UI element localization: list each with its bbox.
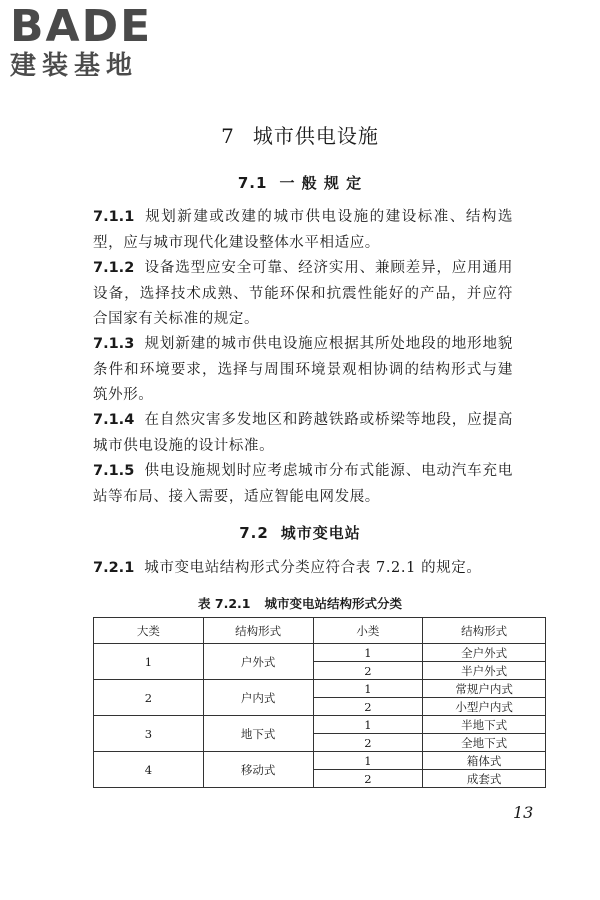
clause-7-1-1: [93, 205, 513, 256]
sub-structure-form-cell: 全户外式: [423, 644, 546, 662]
clause-number: 7.1.2: [93, 260, 135, 276]
clause-number: 7.1.5: [93, 463, 135, 479]
major-category-cell: 2: [94, 680, 204, 716]
major-category-cell: 4: [94, 752, 204, 788]
clause-text: 城市变电站结构形式分类应符合表 7.2.1 的规定。: [144, 560, 482, 576]
sub-structure-form-cell: 全地下式: [423, 734, 546, 752]
section-number: 7.2: [239, 524, 269, 542]
section-number: 7.1: [237, 174, 268, 192]
structure-form-cell: 户外式: [203, 644, 313, 680]
structure-form-cell: 地下式: [203, 716, 313, 752]
clause-text: 设备选型应安全可靠、经济实用、兼顾差异，应用通用设备，选择技术成熟、节能环保和抗震性能好的产品，并应符合国家有关标准的规定。: [93, 260, 513, 327]
header-sub-structure-form: 结构形式: [423, 618, 546, 644]
clause-number: 7.2.1: [93, 560, 135, 576]
table-title: 城市变电站结构形式分类: [264, 596, 402, 611]
logo-subtitle: 建装基地: [10, 51, 139, 81]
table-row: [94, 644, 546, 662]
clause-7-2-1: [93, 556, 513, 582]
table-row: [94, 716, 546, 734]
minor-category-cell: 1: [313, 644, 423, 662]
table-header-row: [94, 618, 546, 644]
clause-7-1-2: [93, 256, 513, 333]
sub-structure-form-cell: 小型户内式: [423, 698, 546, 716]
minor-category-cell: 1: [313, 752, 423, 770]
clause-text: 在自然灾害多发地区和跨越铁路或桥梁等地段，应提高城市供电设施的设计标准。: [93, 412, 513, 454]
structure-form-cell: 户内式: [203, 680, 313, 716]
substation-structure-table: [93, 617, 546, 788]
structure-form-cell: 移动式: [203, 752, 313, 788]
clause-7-1-3: [93, 332, 513, 409]
section-title-text: 城市变电站: [280, 524, 361, 542]
minor-category-cell: 1: [313, 680, 423, 698]
table-number: 表 7.2.1: [198, 596, 251, 611]
sub-structure-form-cell: 常规户内式: [423, 680, 546, 698]
header-major-category: 大类: [94, 618, 204, 644]
minor-category-cell: 2: [313, 662, 423, 680]
major-category-cell: 3: [94, 716, 204, 752]
minor-category-cell: 1: [313, 716, 423, 734]
section-title-7-1: [0, 172, 600, 193]
section-title-text: 一 般 规 定: [279, 174, 363, 192]
minor-category-cell: 2: [313, 734, 423, 752]
logo-wordmark: BADE: [10, 1, 153, 52]
chapter-title-text: 城市供电设施: [252, 124, 379, 148]
section-title-7-2: [0, 522, 600, 543]
table-row: [94, 680, 546, 698]
clause-number: 7.1.1: [93, 209, 135, 225]
chapter-number: 7: [221, 124, 235, 148]
minor-category-cell: 2: [313, 770, 423, 788]
sub-structure-form-cell: 半户外式: [423, 662, 546, 680]
header-structure-form: 结构形式: [203, 618, 313, 644]
header-minor-category: 小类: [313, 618, 423, 644]
table-row: [94, 752, 546, 770]
clause-number: 7.1.3: [93, 336, 135, 352]
brand-logo: [10, 1, 180, 82]
clause-text: 供电设施规划时应考虑城市分布式能源、电动汽车充电站等布局、接入需要，适应智能电网发展。: [93, 463, 513, 505]
page-number: 13: [513, 803, 534, 822]
clause-text: 规划新建或改建的城市供电设施的建设标准、结构选型，应与城市现代化建设整体水平相适应。: [93, 209, 513, 251]
sub-structure-form-cell: 半地下式: [423, 716, 546, 734]
clause-text: 规划新建的城市供电设施应根据其所处地段的地形地貌条件和环境要求，选择与周围环境景观相协调的结构形式与建筑外形。: [93, 336, 513, 403]
table-caption: [0, 594, 600, 612]
sub-structure-form-cell: 成套式: [423, 770, 546, 788]
clause-7-1-5: [93, 459, 513, 510]
chapter-title: [0, 120, 600, 149]
clause-7-1-4: [93, 408, 513, 459]
sub-structure-form-cell: 箱体式: [423, 752, 546, 770]
major-category-cell: 1: [94, 644, 204, 680]
minor-category-cell: 2: [313, 698, 423, 716]
clause-number: 7.1.4: [93, 412, 135, 428]
